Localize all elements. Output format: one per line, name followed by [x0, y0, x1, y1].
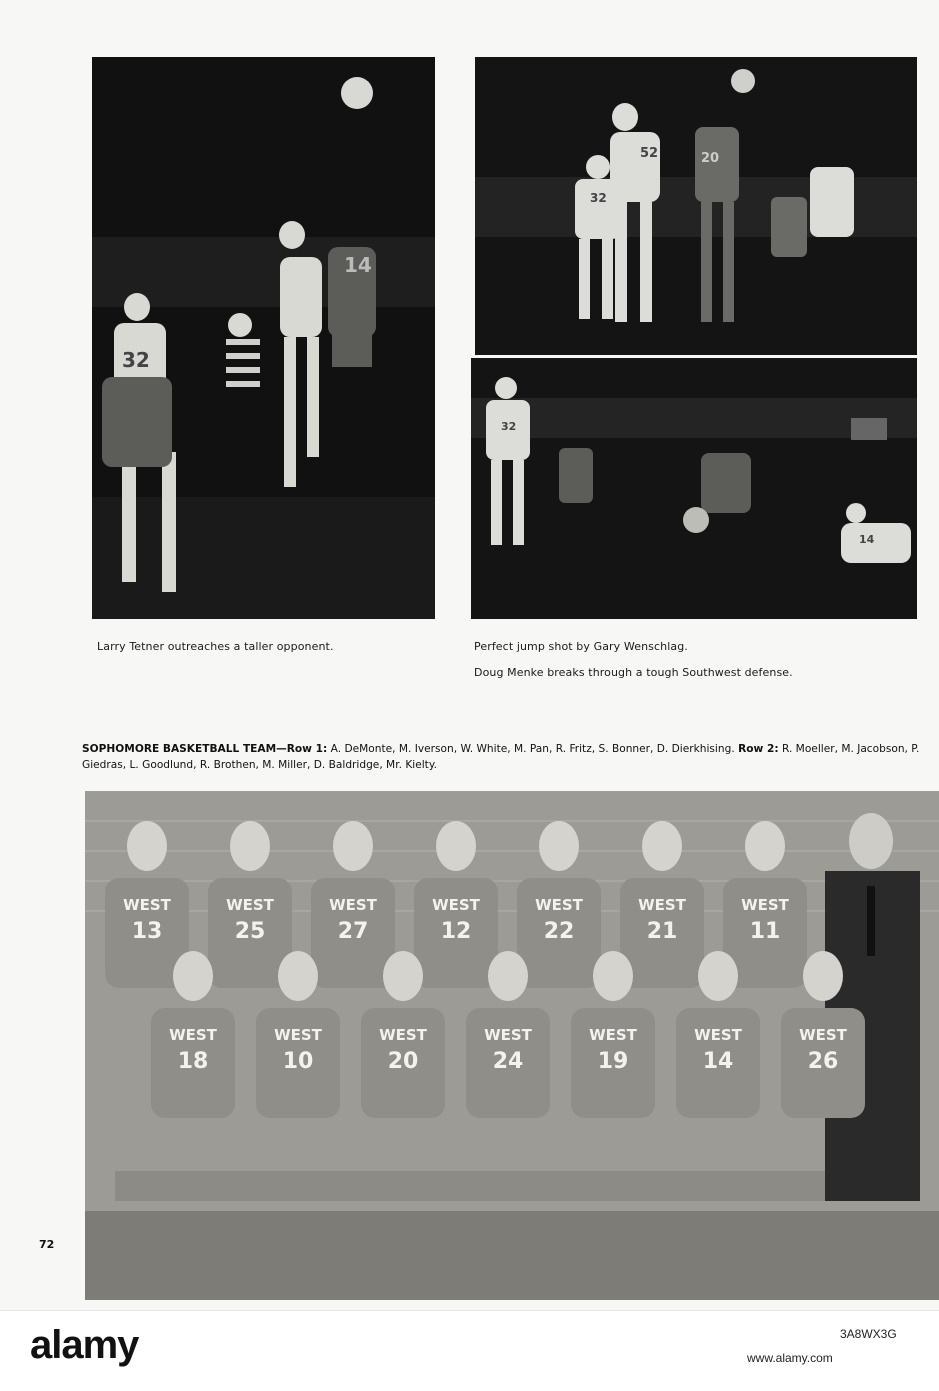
svg-text:52: 52	[640, 146, 659, 161]
jersey-number: 27	[337, 919, 369, 944]
jersey-lettering: WEST	[169, 1026, 217, 1044]
team-caption: SOPHOMORE BASKETBALL TEAM—Row 1: A. DeMonte, M. Iverson, W. White, M. Pan, R. Fritz, S. Bonner, D. Dierkhising. Row 2: R. Moeller, M. Jacobson, P. Giedras, L. Goodlund, R. Brothen, M. Miller, D. Baldridge, Mr. Kielty.	[82, 743, 920, 771]
svg-text:14: 14	[859, 533, 875, 546]
svg-text:32: 32	[122, 348, 150, 372]
jersey-lettering: WEST	[589, 1026, 637, 1044]
source-url: www.alamy.com	[747, 1351, 833, 1365]
watermark-footer	[0, 1310, 939, 1391]
drive-caption: Doug Menke breaks through a tough Southwest defense.	[474, 666, 793, 679]
jersey-number: 22	[543, 919, 575, 944]
jersey-number: 19	[597, 1049, 629, 1074]
svg-text:32: 32	[590, 191, 607, 205]
row1-names: A. DeMonte, M. Iverson, W. White, M. Pan, R. Fritz, S. Bonner, D. Dierkhising.	[330, 743, 735, 755]
jersey-lettering: WEST	[123, 896, 171, 914]
jersey-number: 11	[749, 919, 781, 944]
jersey-lettering: WEST	[274, 1026, 322, 1044]
image-id: 3A8WX3G	[840, 1327, 897, 1341]
jersey-number: 25	[234, 919, 266, 944]
jersey-number: 18	[177, 1049, 209, 1074]
row2-label: Row 2:	[738, 743, 779, 755]
jersey-number: 24	[492, 1049, 524, 1074]
jersey-lettering: WEST	[484, 1026, 532, 1044]
jump-shot-caption: Perfect jump shot by Gary Wenschlag.	[474, 640, 688, 653]
jersey-lettering: WEST	[638, 896, 686, 914]
page-number: 72	[39, 1238, 55, 1251]
team-photo	[85, 791, 939, 1300]
team-heading: SOPHOMORE BASKETBALL TEAM	[82, 743, 277, 755]
jersey-number: 12	[440, 919, 472, 944]
tipoff-caption: Larry Tetner outreaches a taller opponent.	[97, 640, 334, 653]
jersey-number: 21	[646, 919, 678, 944]
row1-label: Row 1:	[286, 743, 328, 755]
alamy-logo: alamy	[30, 1323, 139, 1367]
jersey-number: 14	[702, 1049, 734, 1074]
svg-text:20: 20	[701, 151, 720, 166]
jersey-number: 26	[807, 1049, 839, 1074]
jersey-lettering: WEST	[741, 896, 789, 914]
jersey-lettering: WEST	[329, 896, 377, 914]
tipoff-photo	[92, 57, 435, 619]
row2-names: R. Moeller, M. Jacobson, P. Giedras, L. Goodlund, R. Brothen, M. Miller, D. Baldridge, Mr. Kielty.	[82, 743, 920, 771]
jersey-number: 10	[282, 1049, 314, 1074]
jersey-lettering: WEST	[226, 896, 274, 914]
jersey-lettering: WEST	[535, 896, 583, 914]
jersey-lettering: WEST	[379, 1026, 427, 1044]
jersey-lettering: WEST	[432, 896, 480, 914]
drive-photo	[471, 358, 917, 619]
svg-text:32: 32	[501, 420, 517, 433]
jersey-number: 13	[131, 919, 163, 944]
jump-shot-photo	[475, 57, 917, 355]
jersey-lettering: WEST	[694, 1026, 742, 1044]
svg-text:14: 14	[344, 253, 372, 277]
jersey-number: 20	[387, 1049, 419, 1074]
jersey-lettering: WEST	[799, 1026, 847, 1044]
